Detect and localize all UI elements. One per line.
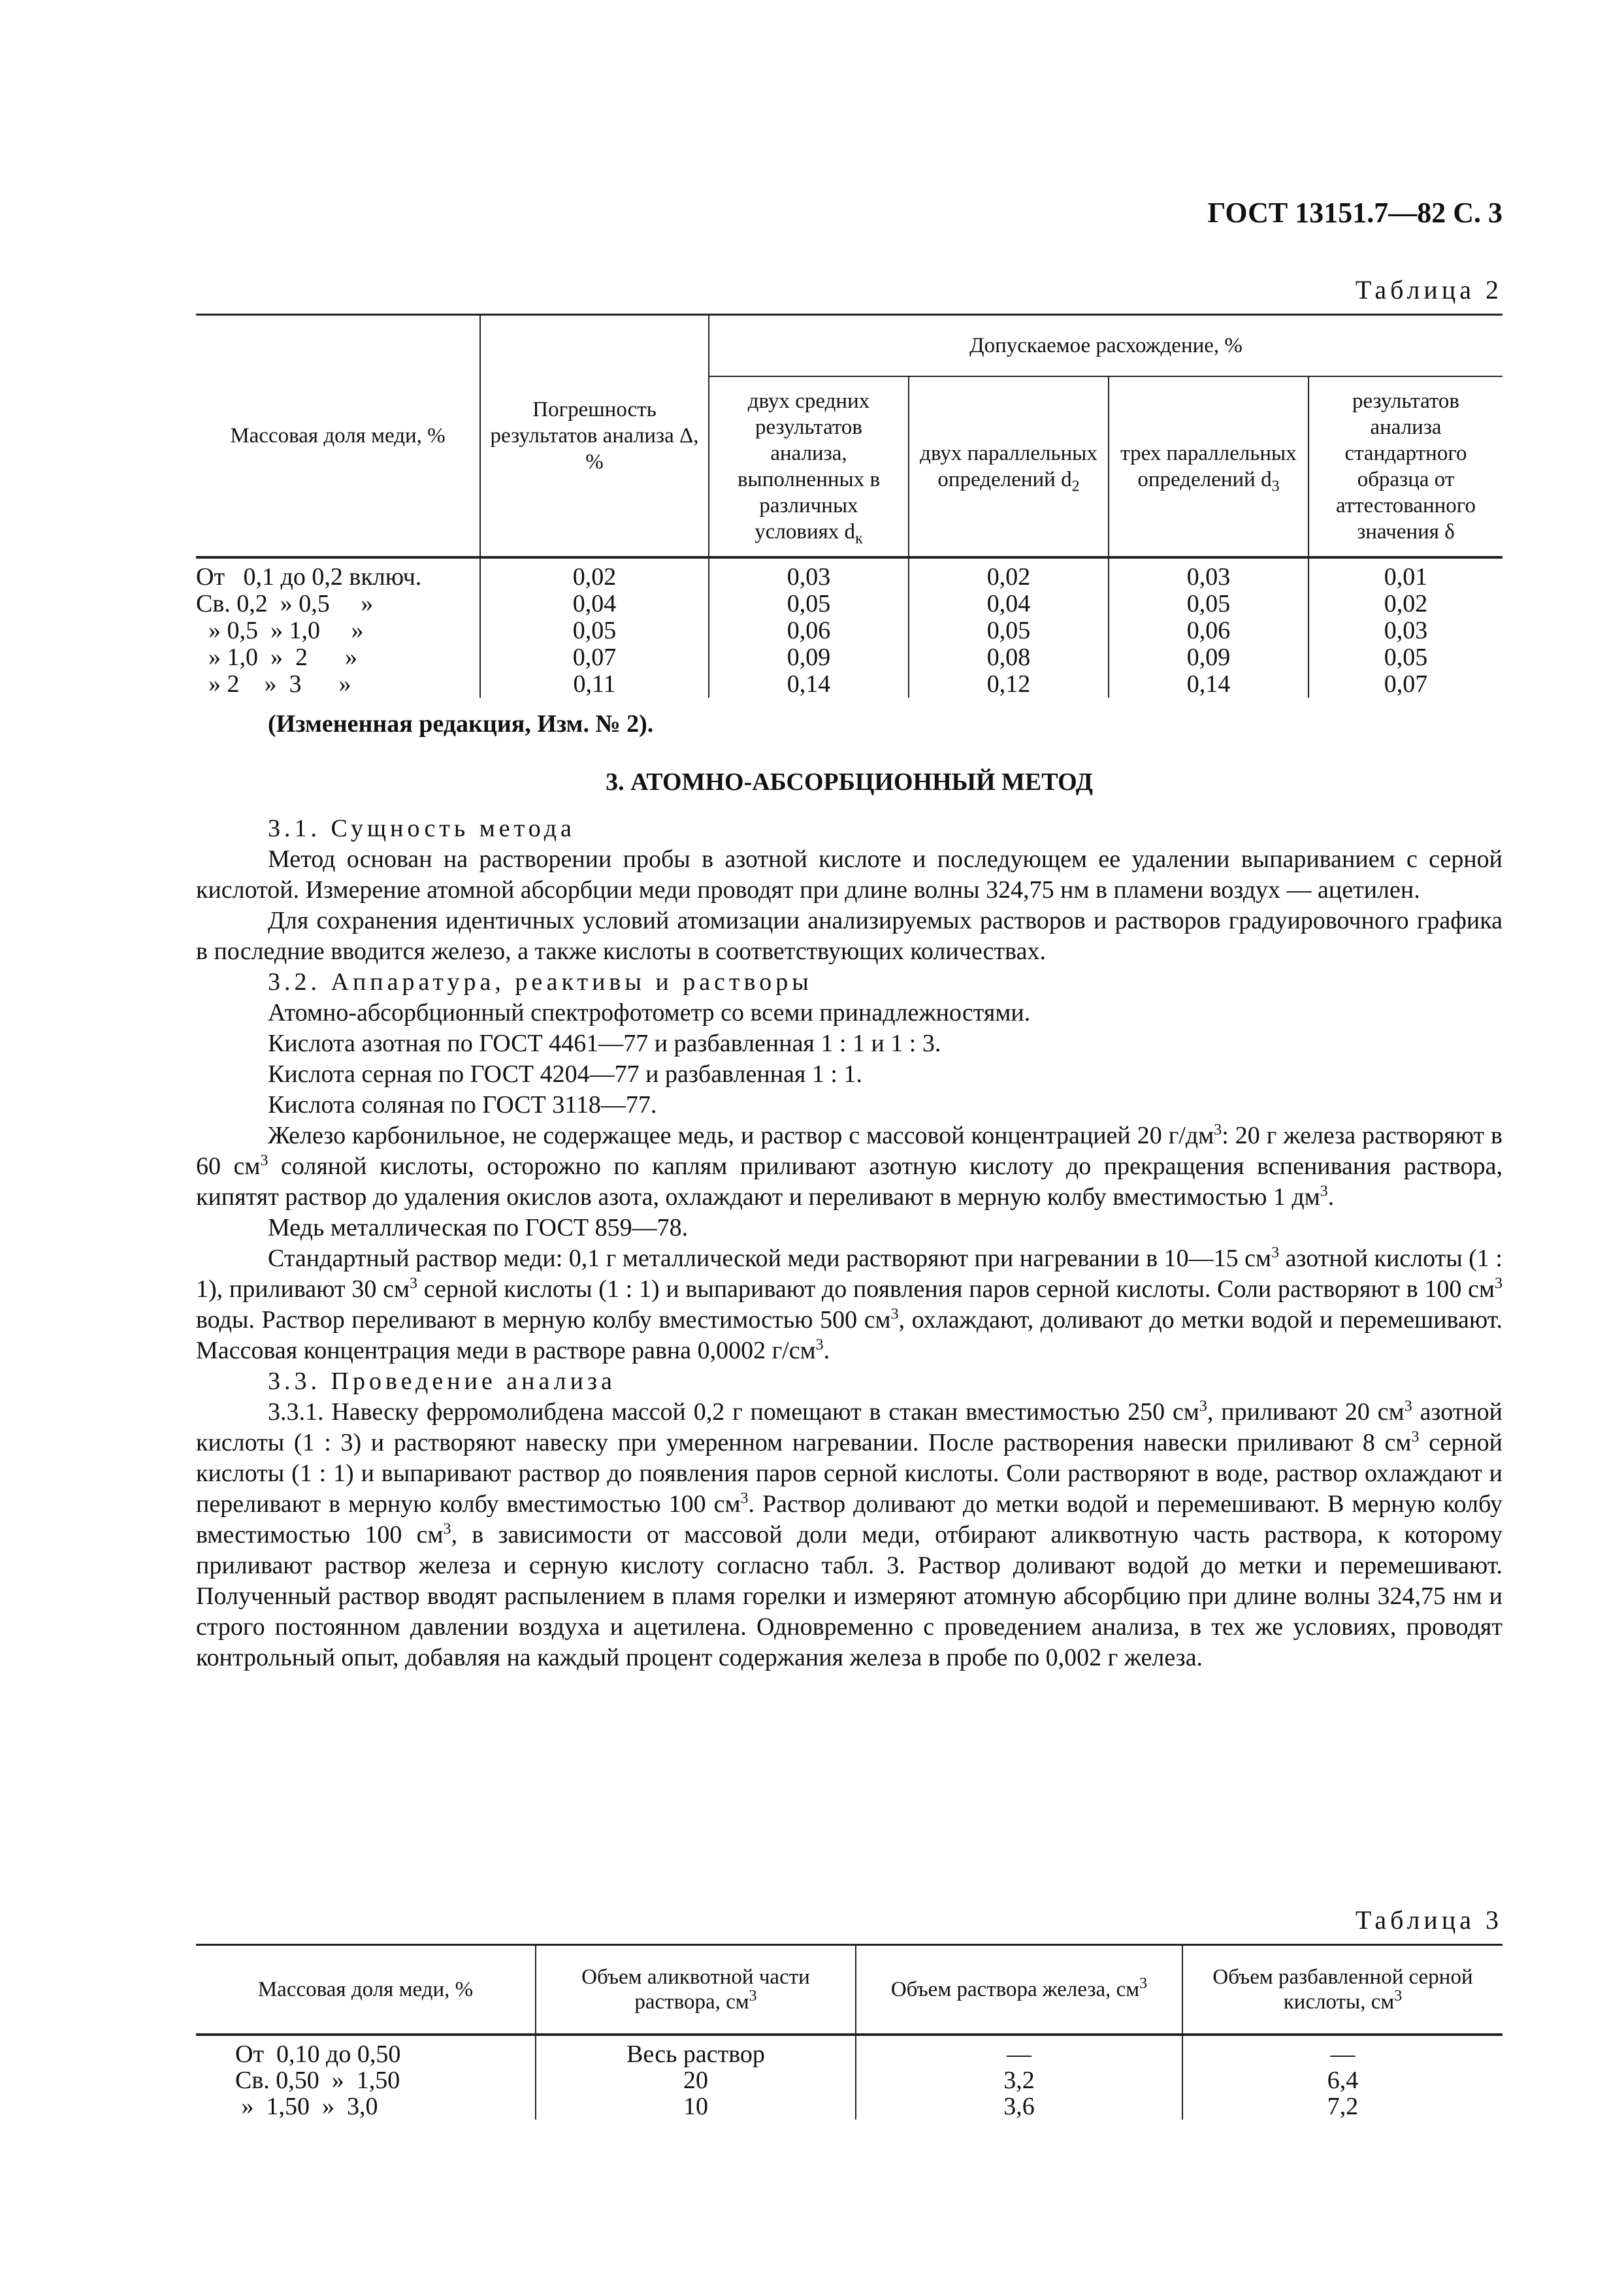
table-cell: 0,03 xyxy=(1109,557,1308,591)
table-cell: 0,07 xyxy=(480,644,709,671)
table-cell: От 0,1 до 0,2 включ. xyxy=(196,557,480,591)
amendment-note: (Измененная редакция, Изм. № 2). xyxy=(268,710,654,738)
table-row xyxy=(196,671,1502,698)
t3-header: Массовая доля меди, % xyxy=(196,1945,536,2035)
table-cell: 0,14 xyxy=(709,671,909,698)
table-cell: 0,05 xyxy=(1109,591,1308,617)
table-cell: 0,03 xyxy=(709,557,909,591)
t3-header: Объем разбавленной серной кислоты, $см^3$ xyxy=(1182,1945,1502,2035)
list-item: Атомно-абсорбционный спектрофотометр со всеми принадлежностями. xyxy=(268,999,1031,1026)
table2-label: Таблица 2 xyxy=(1355,275,1502,304)
table-cell: Св. 0,2 » 0,5 » xyxy=(196,591,480,617)
table-row xyxy=(196,617,1502,644)
table-cell: 0,03 xyxy=(1384,617,1428,644)
list-item: Кислота серная по ГОСТ 4204—77 и разбавленная 1 : 1. xyxy=(268,1060,862,1088)
table-3 xyxy=(196,1944,1502,2120)
section-title: 3. АТОМНО-АБСОРБЦИОННЫЙ МЕТОД xyxy=(606,768,1093,796)
paragraph: 3.3.1. Навеску ферромолибдена массой 0,2 г помещают в стакан вместимостью 250 $см^3$, приливают 20 $см^3$ азотной кислоты (1 : 3) и растворяют навеску при умеренном нагревании. После растворения навески приливают 8 $см^3$ серной кислоты (1 : 1) и выпаривают раствор до появления паров серной кислоты. Соли растворяют в воде, раствор охлаждают и переливают в мерную колбу вместимостью 100 $см^3$. Раствор доливают до метки водой и перемешивают. В мерную колбу вместимостью 100 $см^3$, в зависимости от массовой доли меди, отбирают аликвотную часть раствора, к которому приливают раствор железа и серную кислоту согласно табл. 3. Раствор доливают водой до метки и перемешивают. Полученный раствор вводят распылением в пламя горелки и измеряют атомную абсорбцию при длине волны 324,75 нм и строго постоянном давлении воздуха и ацетилена. Одновременно с проведением анализа, в тех же условиях, проводят контрольный опыт, добавляя на каждый процент содержания железа в пробе по 0,002 г железа. xyxy=(196,1398,1503,1671)
table-cell: — xyxy=(1330,2040,1356,2068)
table-cell: 0,04 xyxy=(480,591,709,617)
table-cell: » 1,50 » 3,0 xyxy=(196,2093,536,2120)
table-cell: 0,04 xyxy=(909,591,1109,617)
body-text xyxy=(196,709,1502,1673)
table-cell: От 0,10 до 0,50 xyxy=(196,2035,536,2067)
table-cell: 10 xyxy=(536,2093,856,2120)
table-cell: 0,09 xyxy=(709,644,909,671)
table-cell: Св. 0,50 » 1,50 xyxy=(196,2067,536,2093)
table-row xyxy=(196,2093,1502,2120)
t2-subheader: результатов анализа стандартного образца от аттестованного значения δ xyxy=(1335,389,1476,544)
list-item: Кислота азотная по ГОСТ 4461—77 и разбавленная 1 : 1 и 1 : 3. xyxy=(268,1030,941,1057)
table-cell: 0,07 xyxy=(1384,670,1428,698)
table-cell: 20 xyxy=(536,2067,856,2093)
paragraph: Метод основан на растворении пробы в азотной кислоте и последующем ее удалении выпариванием с серной кислотой. Измерение атомной абсорбции меди проводят при длине волны 324,75 нм в пламени воздух — ацетилен. xyxy=(196,845,1502,904)
table-cell: 6,4 xyxy=(1327,2067,1359,2094)
paragraph: Стандартный раствор меди: 0,1 г металлической меди растворяют при нагревании в 10—15 $см^3$ азотной кислоты (1 : 1), приливают 30 $см^3$ серной кислоты (1 : 1) и выпаривают до появления паров серной кислоты. Соли растворяют в 100 $см^3$ воды. Раствор переливают в мерную колбу вместимостью 500 $см^3$, охлаждают, доливают до метки водой и перемешивают. Массовая концентрация меди в растворе равна 0,0002 $г/см^3$. xyxy=(196,1244,1502,1364)
table-row xyxy=(196,591,1502,617)
table-cell: 0,06 xyxy=(1109,617,1308,644)
table-cell: 0,05 xyxy=(1384,644,1428,671)
table-cell: 7,2 xyxy=(1327,2093,1359,2120)
paragraph: Для сохранения идентичных условий атомизации анализируемых растворов и растворов градуировочного графика в последние вводится железо, а также кислоты в соответствующих количествах. xyxy=(196,907,1502,965)
t2-header-allowed: Допускаемое расхождение, % xyxy=(709,315,1502,377)
table-cell: 0,05 xyxy=(480,617,709,644)
table-cell: 0,08 xyxy=(909,644,1109,671)
table-cell: — xyxy=(856,2035,1182,2067)
table-cell: 0,05 xyxy=(909,617,1109,644)
table-row xyxy=(196,557,1502,591)
table-cell: 0,02 xyxy=(1384,590,1428,617)
table-cell: 3,6 xyxy=(856,2093,1182,2120)
paragraph: Железо карбонильное, не содержащее медь, и раствор с массовой концентрацией 20 $г/дм^3$: 20 г железа растворяют в 60 $см^3$ соляной кислоты, осторожно по каплям приливают азотную кислоту до прекращения вспенивания раствора, кипятят раствор до удаления окислов азота, охлаждают и переливают в мерную колбу вместимостью 1 $дм^3$. xyxy=(196,1121,1502,1211)
table-cell: 0,09 xyxy=(1109,644,1308,671)
table-cell: 0,01 xyxy=(1384,563,1428,591)
table-cell: 0,06 xyxy=(709,617,909,644)
table-row xyxy=(196,2067,1502,2093)
t3-header: Объем раствора железа, $см^3$ xyxy=(856,1945,1182,2035)
table-row xyxy=(196,2035,1502,2067)
table-cell: Весь раствор xyxy=(536,2035,856,2067)
t2-subheader: трех параллельных определений $d_3$ xyxy=(1109,376,1308,557)
table-cell: 0,02 xyxy=(909,557,1109,591)
table-cell: » 2 » 3 » xyxy=(196,671,480,698)
table-row xyxy=(196,644,1502,671)
t2-header-mass-fraction: Массовая доля меди, % xyxy=(196,315,480,558)
running-head: ГОСТ 13151.7—82 С. 3 xyxy=(1207,197,1502,229)
table-cell: 0,05 xyxy=(709,591,909,617)
t3-header: Объем аликвотной части раствора, $см^3$ xyxy=(536,1945,856,2035)
subsection-heading: 3.3. Проведение анализа xyxy=(268,1368,616,1395)
table3-label: Таблица 3 xyxy=(1355,1905,1502,1935)
t2-subheader: двух параллельных определений $d_2$ xyxy=(909,376,1109,557)
list-item: Медь металлическая по ГОСТ 859—78. xyxy=(268,1214,689,1241)
table-cell: » 0,5 » 1,0 » xyxy=(196,617,480,644)
table-cell: » 1,0 » 2 » xyxy=(196,644,480,671)
table-cell: 0,12 xyxy=(909,671,1109,698)
table-cell: 0,14 xyxy=(1109,671,1308,698)
table-cell: 3,2 xyxy=(856,2067,1182,2093)
table-cell: 0,11 xyxy=(480,671,709,698)
table-2 xyxy=(196,314,1502,698)
list-item: Кислота соляная по ГОСТ 3118—77. xyxy=(268,1091,657,1119)
t2-subheader: двух средних результатов анализа, выполненных в различных условиях $d_к$ xyxy=(709,376,909,557)
table-cell: 0,02 xyxy=(480,557,709,591)
subsection-heading: 3.1. Сущность метода xyxy=(268,815,576,842)
t2-header-error: Погрешность результатов анализа Δ, % xyxy=(480,315,709,558)
subsection-heading: 3.2. Аппаратура, реактивы и растворы xyxy=(268,968,813,996)
